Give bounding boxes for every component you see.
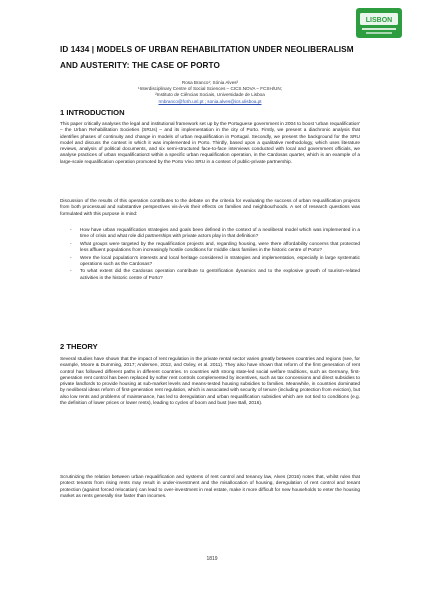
affiliation-2: ²Instituto de Ciências Sociais, Universidade de Lisboa <box>155 92 265 98</box>
logo-text: LISBON <box>365 17 393 24</box>
research-question-list <box>60 228 360 282</box>
introduction-paragraph-2-wrap <box>60 199 360 218</box>
research-question-item: - Were the local population's interests and local heritage considered in strategies and implementation, especially in large systematic operations such as the Cardosas? <box>70 256 360 269</box>
paper-title: ID 1434 | MODELS OF URBAN REHABILITATION UNDER NEOLIBERALISM AND AUSTERITY: THE CASE OF PORTO <box>60 45 354 70</box>
theory-paragraph-1: Several studies have shown that the impact of rent regulation in the private rental sector varies greatly between countries and regions (see, for example, Moore & Dumming, 2017; Andersen, 2012, and Oxley, et al. 2011). They also have shown that reform of the first generation of rent control has followed different paths in different countries. In countries with strong state-led social welfare traditions, such as Germany, first-generation rent control has been replaced by softer rent controls complemented by incentives, such as tax concessions and direct subsidies to private landlords to provide housing at sub-market levels and means-tested housing subsidies to families. Meanwhile, in countries dominated by neoliberal ideas reform of first-generation rent regulation, which is associated with security of tenure (including protection from eviction), but also low rents and problems of maintenance, has led to deregulation and urban requalification subsidies which are not tied to conditions (e.g. the definition of lower prices or lower rents), leading to cycles of boom and bust (see Ball, 2016). <box>60 357 360 407</box>
introduction-paragraph-2: Discussion of the results of this operation contributes to the debate on the criteria for evaluating the success of urban requalification projects from both processual and substantive perspectives vis-à-vis their effects on families and neighbourhoods. A set of research questions was formulated with this purpose in mind: <box>60 199 360 217</box>
theory-paragraph-2: Scrutinizing the relation between urban requalification and systems of rent control and tenancy law, Alves (2016) notes that, whilst rules that protect tenants from rising rents may result in under-investment and the misallocation of housing, deregulation of rent control and tenant protection (against forced relocation) can lead to over-investment in real estate, make it more difficult for new households to enter the housing market as rents generally rise faster than incomes. <box>60 475 360 499</box>
introduction-heading: 1 INTRODUCTION <box>60 108 125 117</box>
introduction-section <box>60 108 360 117</box>
affiliation-1: ¹Interdisciplinary Centre of Social Sciences – CICS.NOVA – FCSH/UN; <box>138 86 282 92</box>
conference-logo <box>356 8 402 38</box>
theory-section <box>60 342 360 351</box>
theory-paragraph-2-wrap <box>60 475 360 500</box>
introduction-paragraph-1: This paper critically analyses the legal and institutional framework set up by the Portuguese government in 2004 to boost 'urban requalification' – the Urban Rehabilitation Societies (SRUs) – and its implementation in the city of Porto. Firstly, we present a diachronic analysis that identifies phases of continuity and change in models of urban requalification in Portugal. Secondly, we present the background for the SRU model and discuss the context in which it was implemented in Porto. Thirdly, based upon a qualitative methodology, which uses literature reviews, analysis of political documents, and six semi-structured face-to-face interviews conducted with local and government officials, we analyse practices of urban requalification3 within a specific urban requalification operation, in the Cardosas quarter, which is an example of a large-scale requalification operation promoted by the Porto Vivo SRU in a context of public-private partnership. <box>60 122 360 165</box>
author-block <box>60 80 360 105</box>
author-emails[interactable]: rmbranco@fcsh.unl.pt ; sonia.alves@ics.ulisboa.pt <box>158 98 262 104</box>
author-names: Rosa Branco¹; Sónia Alves² <box>181 80 239 85</box>
research-question-item: - To what extent did the Cardosas operation contribute to gentrification dynamics and to the explosive growth of tourism-related activities in the historic centre of Porto? <box>70 269 360 282</box>
research-question-item: - How have urban requalification strategies and goals been defined in the context of a neoliberal model which was implemented in a time of crisis and what role did partnerships with private actors play in that definition? <box>70 228 360 241</box>
research-question-item: - What groups were targeted by the requalification projects and, regarding housing, were there affordability concerns that protected less affluent populations from increasingly hostile conditions for middle class families in the historic centre of Porto? <box>70 242 360 255</box>
introduction-paragraph-1-wrap <box>60 122 360 166</box>
theory-paragraph-1-wrap <box>60 357 360 407</box>
page-number: 1819 <box>206 556 218 562</box>
theory-heading: 2 THEORY <box>60 342 98 351</box>
research-questions <box>60 228 360 283</box>
